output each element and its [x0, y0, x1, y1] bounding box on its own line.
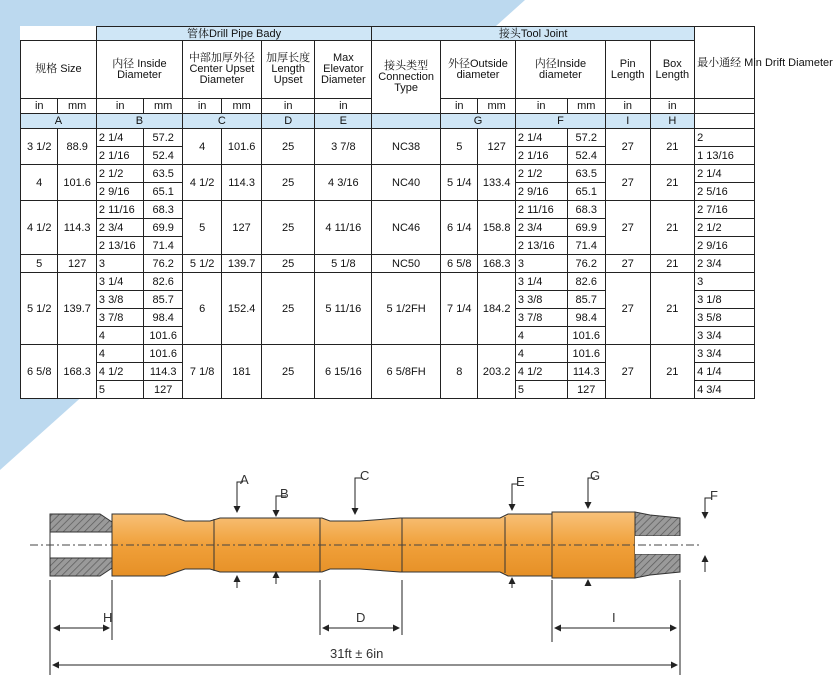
- connection-type: 6 5/8FH: [372, 345, 441, 399]
- center-upset-in: 5: [182, 201, 221, 255]
- min-drift: 3 1/8: [695, 291, 755, 309]
- inside-diameter-mm: 85.7: [144, 291, 182, 309]
- tj-inside-mm: 85.7: [567, 291, 605, 309]
- center-upset-mm: 114.3: [222, 165, 261, 201]
- tj-inside-mm: 52.4: [567, 147, 605, 165]
- tj-inside-mm: 98.4: [567, 309, 605, 327]
- tj-inside-in: 2 11/16: [515, 201, 567, 219]
- tj-inside-in: 4: [515, 327, 567, 345]
- box-length: 21: [650, 129, 695, 165]
- upset-length: 25: [261, 129, 315, 165]
- tj-inside-mm: 76.2: [567, 255, 605, 273]
- tj-inside-mm: 71.4: [567, 237, 605, 255]
- inside-diameter-in: 4 1/2: [96, 363, 144, 381]
- spec-row: [21, 165, 755, 183]
- center-upset-in: 4 1/2: [182, 165, 221, 201]
- unit-in: in: [96, 99, 144, 114]
- tj-inside-in: 3 3/8: [515, 291, 567, 309]
- drill-pipe-diagram: [0, 460, 780, 700]
- tj-inside-in: 5: [515, 381, 567, 399]
- connection-type: NC46: [372, 201, 441, 255]
- unit-in: in: [515, 99, 567, 114]
- inside-diameter-in: 2 3/4: [96, 219, 144, 237]
- inside-diameter-mm: 82.6: [144, 273, 182, 291]
- tj-inside-in: 4 1/2: [515, 363, 567, 381]
- label-d: D: [356, 610, 366, 625]
- pin-length: 27: [605, 165, 650, 201]
- unit-mm: mm: [144, 99, 182, 114]
- center-upset-in: 6: [182, 273, 221, 345]
- min-drift: 4 1/4: [695, 363, 755, 381]
- min-drift: 3: [695, 273, 755, 291]
- size-in: 4 1/2: [21, 201, 58, 255]
- inside-diameter-mm: 52.4: [144, 147, 182, 165]
- label-a: A: [240, 472, 249, 487]
- center-upset-mm: 152.4: [222, 273, 261, 345]
- total-length: 31ft ± 6in: [330, 646, 384, 661]
- tj-inside-mm: 82.6: [567, 273, 605, 291]
- min-drift: 2 7/16: [695, 201, 755, 219]
- unit-in: in: [315, 99, 372, 114]
- inside-diameter-in: 3 7/8: [96, 309, 144, 327]
- unit-in: in: [261, 99, 315, 114]
- center-upset-in: 7 1/8: [182, 345, 221, 399]
- tj-outside-mm: 184.2: [478, 273, 515, 345]
- letter-g: G: [441, 114, 516, 129]
- inside-diameter-in: 2 9/16: [96, 183, 144, 201]
- box-length: 21: [650, 345, 695, 399]
- inside-diameter-in: 2 11/16: [96, 201, 144, 219]
- letter-f: F: [515, 114, 605, 129]
- unit-in: in: [182, 99, 221, 114]
- pin-length: 27: [605, 273, 650, 345]
- unit-in: in: [441, 99, 478, 114]
- tj-inside-mm: 63.5: [567, 165, 605, 183]
- size-mm: 88.9: [58, 129, 96, 165]
- unit-in: in: [21, 99, 58, 114]
- col-max-elevator: Max Elevator Diameter: [315, 41, 372, 99]
- group-tool-joint: 接头Tool Joint: [372, 27, 695, 41]
- spec-row: [21, 273, 755, 291]
- label-g: G: [590, 468, 601, 483]
- center-upset-in: 4: [182, 129, 221, 165]
- center-upset-mm: 139.7: [222, 255, 261, 273]
- inside-diameter-in: 2 13/16: [96, 237, 144, 255]
- min-drift: 1 13/16: [695, 147, 755, 165]
- max-elevator-diameter: 5 11/16: [315, 273, 372, 345]
- label-e: E: [516, 474, 525, 489]
- unit-in: in: [650, 99, 695, 114]
- tj-outside-in: 5 1/4: [441, 165, 478, 201]
- tj-inside-in: 3 1/4: [515, 273, 567, 291]
- inside-diameter-mm: 63.5: [144, 165, 182, 183]
- upset-length: 25: [261, 273, 315, 345]
- inside-diameter-mm: 65.1: [144, 183, 182, 201]
- size-in: 3 1/2: [21, 129, 58, 165]
- spec-row: [21, 345, 755, 363]
- unit-mm: mm: [567, 99, 605, 114]
- tj-outside-in: 6 1/4: [441, 201, 478, 255]
- min-drift: 3 3/4: [695, 345, 755, 363]
- spec-row: [21, 255, 755, 273]
- tj-inside-in: 2 1/4: [515, 129, 567, 147]
- spec-row: [21, 201, 755, 219]
- size-mm: 101.6: [58, 165, 96, 201]
- letter-e: E: [315, 114, 372, 129]
- inside-diameter-mm: 127: [144, 381, 182, 399]
- inside-diameter-mm: 98.4: [144, 309, 182, 327]
- center-upset-in: 5 1/2: [182, 255, 221, 273]
- inside-diameter-mm: 101.6: [144, 345, 182, 363]
- tj-inside-mm: 101.6: [567, 345, 605, 363]
- size-in: 6 5/8: [21, 345, 58, 399]
- size-mm: 114.3: [58, 201, 96, 255]
- center-upset-mm: 181: [222, 345, 261, 399]
- unit-mm: mm: [58, 99, 96, 114]
- tj-inside-mm: 101.6: [567, 327, 605, 345]
- min-drift: 2 9/16: [695, 237, 755, 255]
- inside-diameter-in: 4: [96, 327, 144, 345]
- tj-outside-mm: 168.3: [478, 255, 515, 273]
- upset-length: 25: [261, 255, 315, 273]
- tj-inside-mm: 127: [567, 381, 605, 399]
- inside-diameter-mm: 76.2: [144, 255, 182, 273]
- inside-diameter-mm: 114.3: [144, 363, 182, 381]
- col-size: 规格 Size: [21, 41, 97, 99]
- inside-diameter-mm: 57.2: [144, 129, 182, 147]
- inside-diameter-in: 5: [96, 381, 144, 399]
- col-box-length: Box Length: [650, 41, 695, 99]
- max-elevator-diameter: 5 1/8: [315, 255, 372, 273]
- tj-inside-mm: 57.2: [567, 129, 605, 147]
- inside-diameter-in: 4: [96, 345, 144, 363]
- inside-diameter-in: 2 1/2: [96, 165, 144, 183]
- max-elevator-diameter: 4 11/16: [315, 201, 372, 255]
- box-length: 21: [650, 255, 695, 273]
- min-drift: 2 1/4: [695, 165, 755, 183]
- min-drift: 2 3/4: [695, 255, 755, 273]
- tj-inside-in: 2 9/16: [515, 183, 567, 201]
- inside-diameter-mm: 71.4: [144, 237, 182, 255]
- center-upset-mm: 127: [222, 201, 261, 255]
- box-length: 21: [650, 201, 695, 255]
- col-tj-inside-diameter: 内径Inside diameter: [515, 41, 605, 99]
- connection-type: NC50: [372, 255, 441, 273]
- tj-outside-mm: 127: [478, 129, 515, 165]
- upset-length: 25: [261, 345, 315, 399]
- box-length: 21: [650, 165, 695, 201]
- pin-length: 27: [605, 129, 650, 165]
- inside-diameter-in: 3 3/8: [96, 291, 144, 309]
- col-center-upset: 中部加厚外径 Center Upset Diameter: [182, 41, 261, 99]
- label-c: C: [360, 468, 370, 483]
- letter-d: D: [261, 114, 315, 129]
- min-drift: 2 1/2: [695, 219, 755, 237]
- pin-length: 27: [605, 345, 650, 399]
- label-b: B: [280, 486, 289, 501]
- max-elevator-diameter: 3 7/8: [315, 129, 372, 165]
- tj-inside-in: 3 7/8: [515, 309, 567, 327]
- label-h: H: [103, 610, 113, 625]
- tj-outside-mm: 133.4: [478, 165, 515, 201]
- min-drift: 2 5/16: [695, 183, 755, 201]
- group-drill-pipe: 管体Drill Pipe Bady: [96, 27, 371, 41]
- min-drift: 2: [695, 129, 755, 147]
- tj-inside-in: 2 1/16: [515, 147, 567, 165]
- letter-a: A: [21, 114, 97, 129]
- tj-inside-in: 2 13/16: [515, 237, 567, 255]
- col-inside-diameter: 内径 Inside Diameter: [96, 41, 182, 99]
- tj-outside-in: 8: [441, 345, 478, 399]
- col-connection-type: 接头类型 Connection Type: [372, 41, 441, 114]
- tj-outside-in: 6 5/8: [441, 255, 478, 273]
- min-drift: 3 5/8: [695, 309, 755, 327]
- inside-diameter-mm: 68.3: [144, 201, 182, 219]
- letter-b: B: [96, 114, 182, 129]
- tj-inside-in: 3: [515, 255, 567, 273]
- connection-type: 5 1/2FH: [372, 273, 441, 345]
- size-mm: 168.3: [58, 345, 96, 399]
- pin-length: 27: [605, 201, 650, 255]
- inside-diameter-in: 3: [96, 255, 144, 273]
- pin-length: 27: [605, 255, 650, 273]
- tj-outside-mm: 203.2: [478, 345, 515, 399]
- tj-outside-in: 5: [441, 129, 478, 165]
- inside-diameter-mm: 69.9: [144, 219, 182, 237]
- label-f: F: [710, 488, 718, 503]
- box-length: 21: [650, 273, 695, 345]
- tj-outside-in: 7 1/4: [441, 273, 478, 345]
- max-elevator-diameter: 4 3/16: [315, 165, 372, 201]
- drill-pipe-spec-table: [20, 26, 833, 399]
- inside-diameter-in: 2 1/4: [96, 129, 144, 147]
- min-drift: 4 3/4: [695, 381, 755, 399]
- size-in: 5: [21, 255, 58, 273]
- letter-h: H: [650, 114, 695, 129]
- unit-in: in: [605, 99, 650, 114]
- tj-inside-in: 4: [515, 345, 567, 363]
- center-upset-mm: 101.6: [222, 129, 261, 165]
- size-mm: 127: [58, 255, 96, 273]
- unit-mm: mm: [222, 99, 261, 114]
- tj-inside-mm: 69.9: [567, 219, 605, 237]
- inside-diameter-in: 2 1/16: [96, 147, 144, 165]
- label-i: I: [612, 610, 616, 625]
- tj-inside-in: 2 1/2: [515, 165, 567, 183]
- letter-i: I: [605, 114, 650, 129]
- upset-length: 25: [261, 165, 315, 201]
- tj-outside-mm: 158.8: [478, 201, 515, 255]
- col-upset-length: 加厚长度 Length Upset: [261, 41, 315, 99]
- max-elevator-diameter: 6 15/16: [315, 345, 372, 399]
- min-drift: 3 3/4: [695, 327, 755, 345]
- connection-type: NC40: [372, 165, 441, 201]
- tj-inside-mm: 68.3: [567, 201, 605, 219]
- letter-c: C: [182, 114, 261, 129]
- inside-diameter-mm: 101.6: [144, 327, 182, 345]
- size-in: 4: [21, 165, 58, 201]
- col-outside-diameter: 外径Outside diameter: [441, 41, 516, 99]
- col-min-drift: 最小通经 Min Drift Diameter: [695, 27, 755, 99]
- inside-diameter-in: 3 1/4: [96, 273, 144, 291]
- upset-length: 25: [261, 201, 315, 255]
- tj-inside-mm: 65.1: [567, 183, 605, 201]
- tj-inside-mm: 114.3: [567, 363, 605, 381]
- spec-row: [21, 129, 755, 147]
- tj-inside-in: 2 3/4: [515, 219, 567, 237]
- unit-mm: mm: [478, 99, 515, 114]
- size-in: 5 1/2: [21, 273, 58, 345]
- size-mm: 139.7: [58, 273, 96, 345]
- connection-type: NC38: [372, 129, 441, 165]
- col-pin-length: Pin Length: [605, 41, 650, 99]
